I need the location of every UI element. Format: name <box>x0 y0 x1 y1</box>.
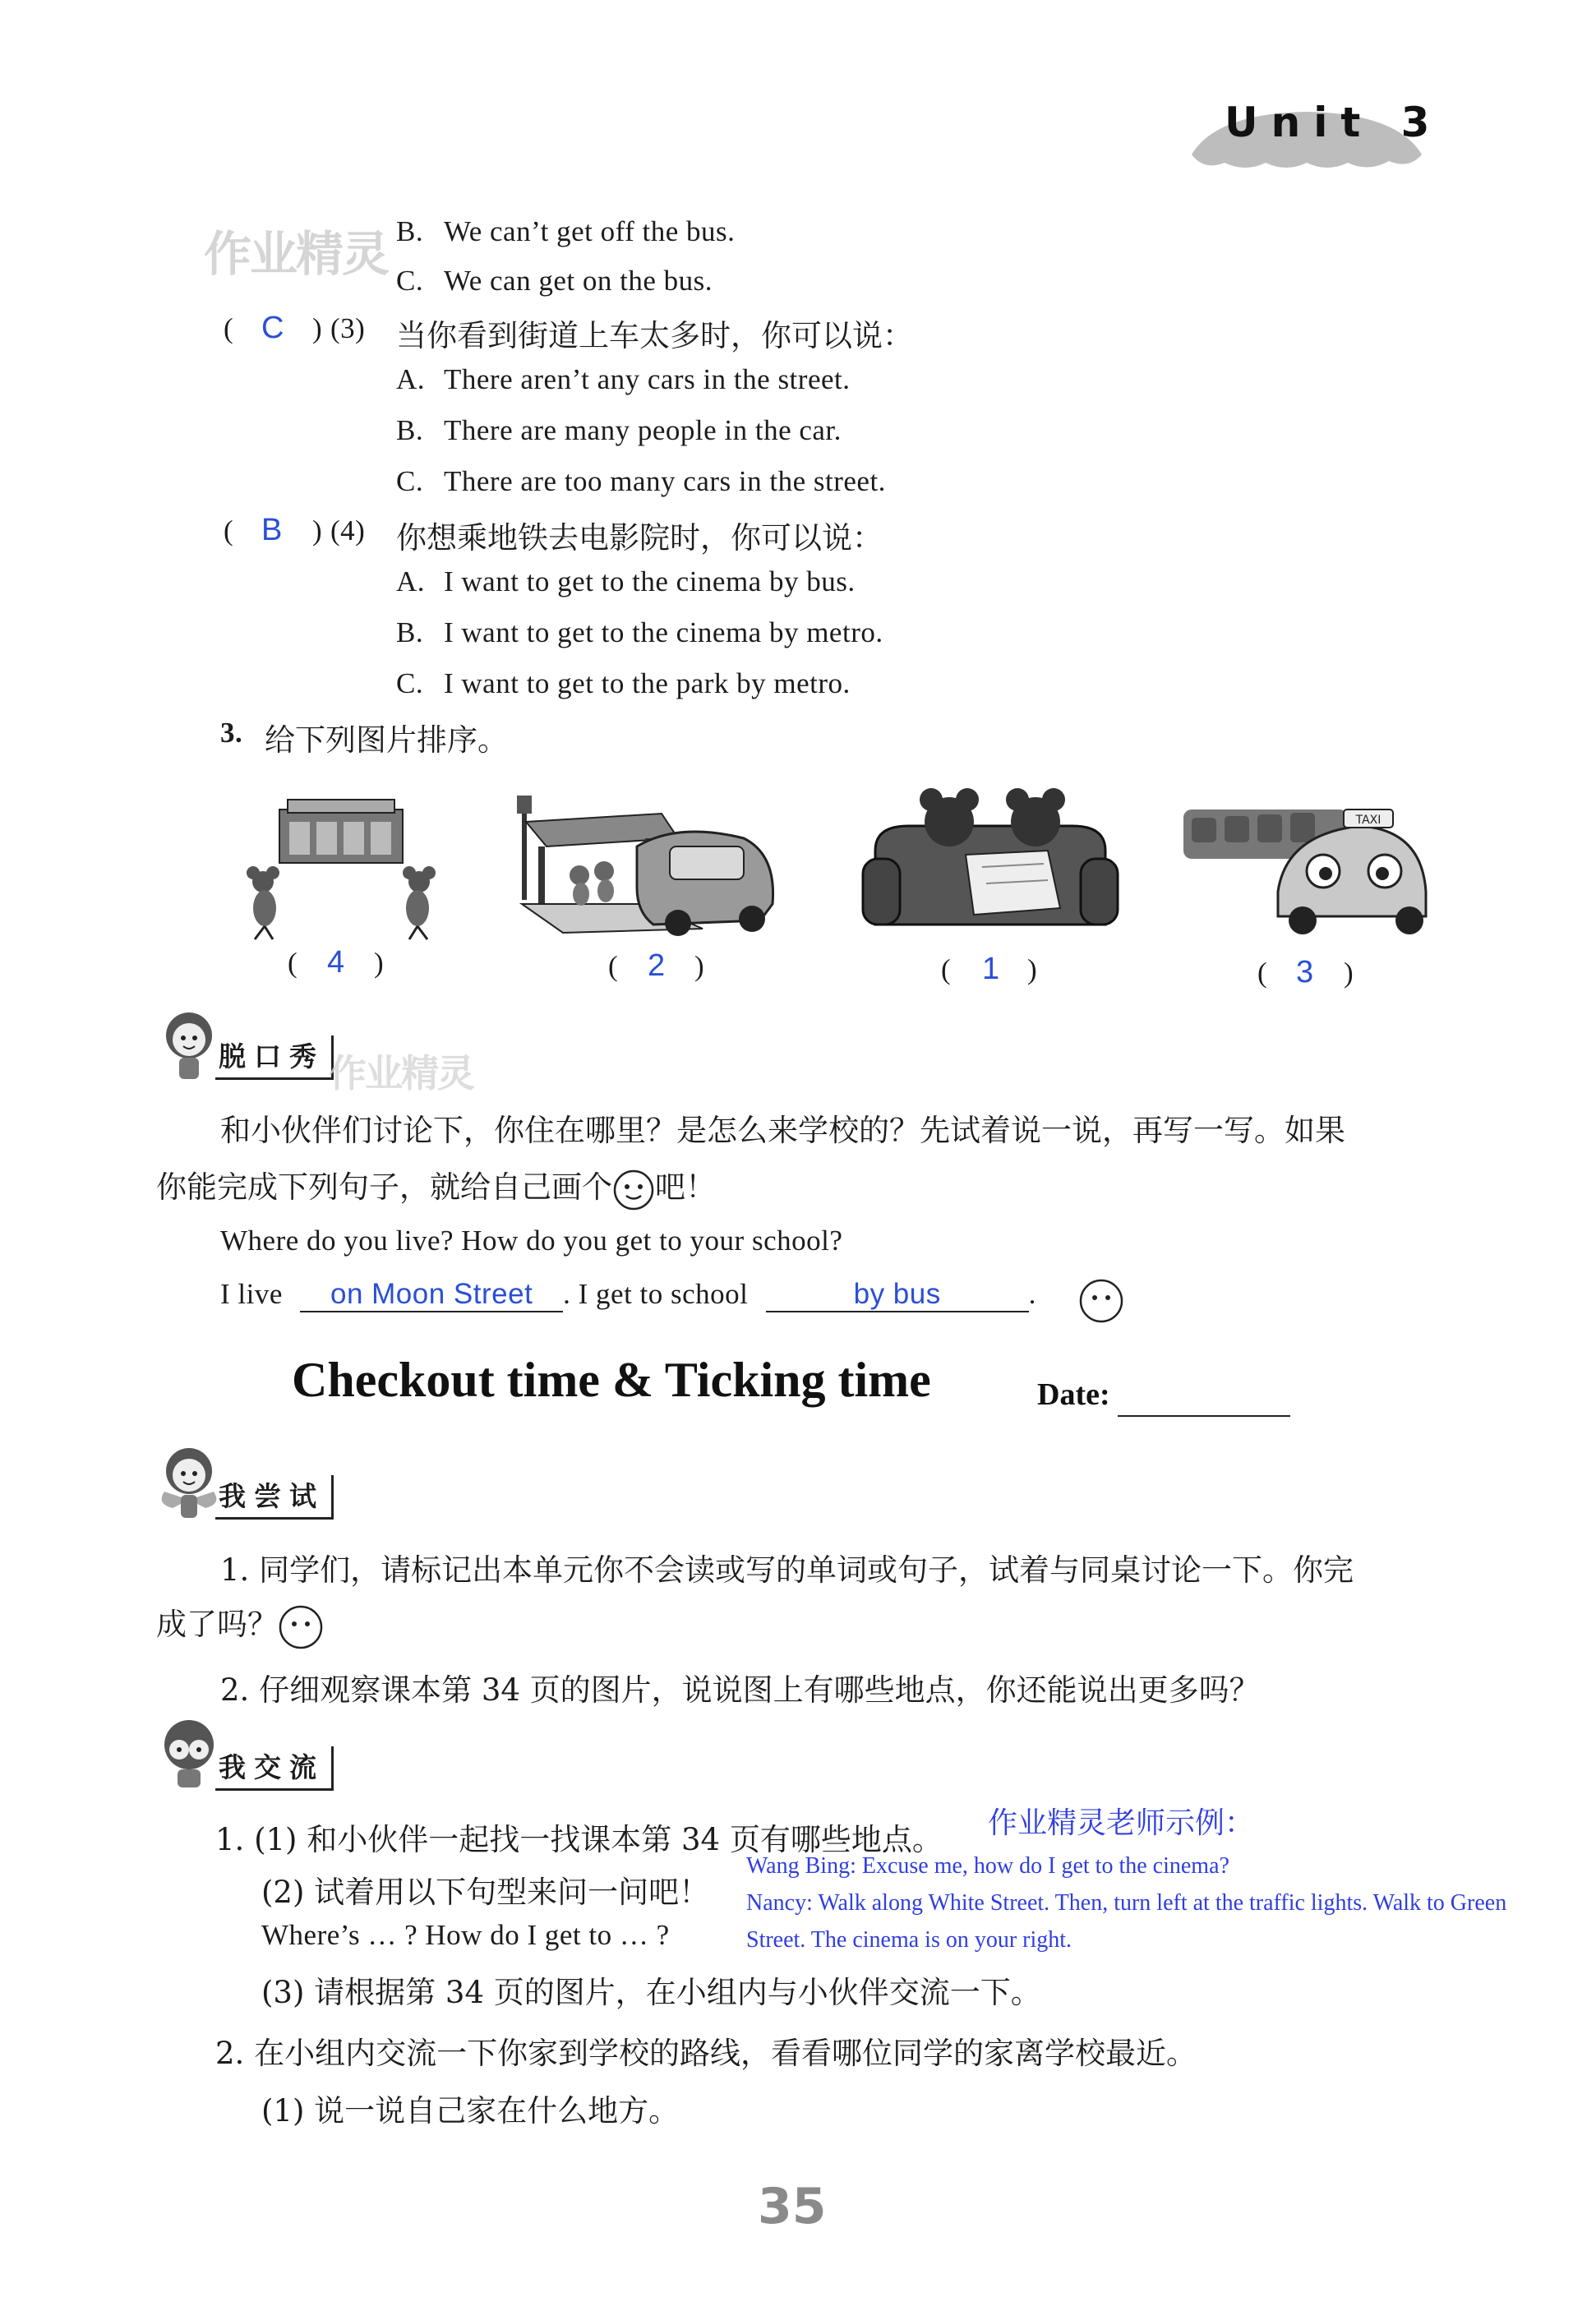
blank-residence: on Moon Street <box>300 1278 563 1312</box>
question-number: 3. <box>220 717 243 749</box>
talk-item1-2: (2) 试着用以下句型来问一问吧！ <box>261 1875 710 1910</box>
question-prompt: 给下列图片排序。 <box>265 722 508 758</box>
order-answer-4: 3 <box>1296 955 1314 989</box>
order-answer-1: 4 <box>327 945 345 980</box>
order-paren-close: ) <box>1027 953 1038 985</box>
speaking-instruction-line2 <box>156 1162 716 1211</box>
option-text: There are too many cars in the street. <box>444 465 886 497</box>
mascot-kids-icon <box>156 1713 222 1792</box>
option-text: We can’t get off the bus. <box>444 215 736 247</box>
date-blank[interactable] <box>1118 1415 1290 1417</box>
option-letter: A. <box>396 363 426 395</box>
example-dialogue-line1: Wang Bing: Excuse me, how do I get to the cinema? <box>746 1853 1229 1879</box>
talk-item2: 2. 在小组内交流一下你家到学校的路线，看看哪位同学的家离学校最近。 <box>215 2036 1197 2071</box>
mascot-girl-icon <box>156 1007 222 1085</box>
option-letter: C. <box>396 465 424 497</box>
answer-paren-open: ( <box>224 312 234 344</box>
teacher-note-label: 作业精灵老师示例： <box>988 1806 1255 1840</box>
fill-sentence-part2: . I get to school <box>563 1278 749 1310</box>
order-paren-close: ) <box>1344 957 1354 989</box>
speaking-question: Where do you live? How do you get to your school? <box>220 1225 843 1257</box>
try-item1-line2-text: 成了吗？ <box>156 1607 278 1642</box>
option-letter: B. <box>396 414 424 446</box>
picture-taxi-in-traffic <box>1179 801 1434 937</box>
speaking-instruction-line1: 和小伙伴们讨论下，你住在哪里？是怎么来学校的？先试着说一说，再写一写。如果 <box>220 1113 1345 1148</box>
question-prompt: 你想乘地铁去电影院时，你可以说： <box>396 520 883 556</box>
section-badge-label: 我尝试 <box>215 1475 334 1520</box>
smiley-icon <box>612 1169 655 1211</box>
order-answer-3: 1 <box>982 952 1000 986</box>
order-paren-close: ) <box>694 950 705 982</box>
question-prompt: 当你看到街道上车太多时，你可以说： <box>396 318 913 353</box>
svg-text:TAXI: TAXI <box>1355 814 1382 827</box>
order-paren-open: ( <box>1257 957 1268 989</box>
option-text: There aren’t any cars in the street. <box>444 363 851 395</box>
talk-item2-1: (1) 说一说自己家在什么地方。 <box>261 2093 680 2129</box>
order-paren-open: ( <box>288 947 298 979</box>
section-badge-label: 脱口秀 <box>215 1035 334 1080</box>
section-badge-talk <box>215 1746 334 1791</box>
option-text: We can get on the bus. <box>444 265 713 297</box>
try-item1-line2 <box>156 1599 324 1650</box>
fill-sentence-end: . <box>1028 1278 1036 1310</box>
blank-transport: by bus <box>766 1278 1029 1312</box>
section-badge-try <box>215 1475 334 1520</box>
answer-paren-open: ( <box>224 514 234 547</box>
answer-paren-close: ) <box>312 312 323 344</box>
watermark: 作业精灵 <box>204 226 389 282</box>
order-paren-open: ( <box>608 950 619 982</box>
option-text: I want to get to the cinema by bus. <box>444 565 856 597</box>
page-number: 35 <box>758 2178 827 2235</box>
section-badge-speaking <box>215 1035 334 1080</box>
try-item2: 2. 仔细观察课本第 34 页的图片，说说图上有哪些地点，你还能说出更多吗？ <box>220 1672 1260 1708</box>
fill-sentence-part1: I live <box>220 1278 283 1310</box>
option-text: I want to get to the cinema by metro. <box>444 616 883 648</box>
answer-q3-3: C <box>261 311 284 345</box>
fill-sentence <box>220 1278 1036 1312</box>
option-text: I want to get to the park by metro. <box>444 667 851 699</box>
unit-label: Unit 3 <box>1225 99 1443 146</box>
try-item1-line1: 1. 同学们，请标记出本单元你不会读或写的单词或句子，试着与同桌讨论一下。你完 <box>220 1552 1354 1588</box>
question-number: (4) <box>330 514 366 547</box>
mascot-fairy-icon <box>156 1442 222 1524</box>
answer-q3-4: B <box>261 513 283 547</box>
option-letter: B. <box>396 215 424 247</box>
option-letter: A. <box>396 565 426 597</box>
example-dialogue-line2: Nancy: Walk along White Street. Then, turn left at the traffic lights. Walk to Green <box>746 1890 1507 1916</box>
smiley-icon <box>278 1604 324 1650</box>
picture-mice-at-cinema <box>230 793 460 941</box>
option-letter: B. <box>396 616 424 648</box>
speaking-instruction-line2b: 吧！ <box>655 1169 716 1205</box>
speaking-instruction-line2a: 你能完成下列句子，就给自己画个 <box>156 1169 612 1205</box>
picture-mice-boarding-bus <box>514 789 793 941</box>
answer-paren-close: ) <box>312 514 323 547</box>
talk-item1-1: 1. (1) 和小伙伴一起找一找课本第 34 页有哪些地点。 <box>215 1822 943 1857</box>
option-text: There are many people in the car. <box>444 414 842 446</box>
watermark-small: 作业精灵 <box>329 1051 473 1095</box>
picture-mice-reading-map <box>859 785 1122 937</box>
talk-item1-3: (3) 请根据第 34 页的图片，在小组内与小伙伴交流一下。 <box>261 1975 1041 2010</box>
order-paren-close: ) <box>374 947 385 979</box>
question-number: (3) <box>330 312 366 344</box>
option-letter: C. <box>396 265 424 297</box>
order-answer-2: 2 <box>648 948 666 983</box>
checkout-title: Checkout time & Ticking time <box>292 1353 931 1407</box>
example-dialogue-line3: Street. The cinema is on your right. <box>746 1927 1072 1953</box>
option-letter: C. <box>396 667 424 699</box>
smiley-icon <box>1078 1278 1124 1324</box>
order-paren-open: ( <box>941 953 952 985</box>
section-badge-label: 我交流 <box>215 1746 334 1791</box>
date-label: Date: <box>1037 1377 1110 1412</box>
talk-item1-pattern: Where’s … ? How do I get to … ? <box>261 1919 670 1951</box>
